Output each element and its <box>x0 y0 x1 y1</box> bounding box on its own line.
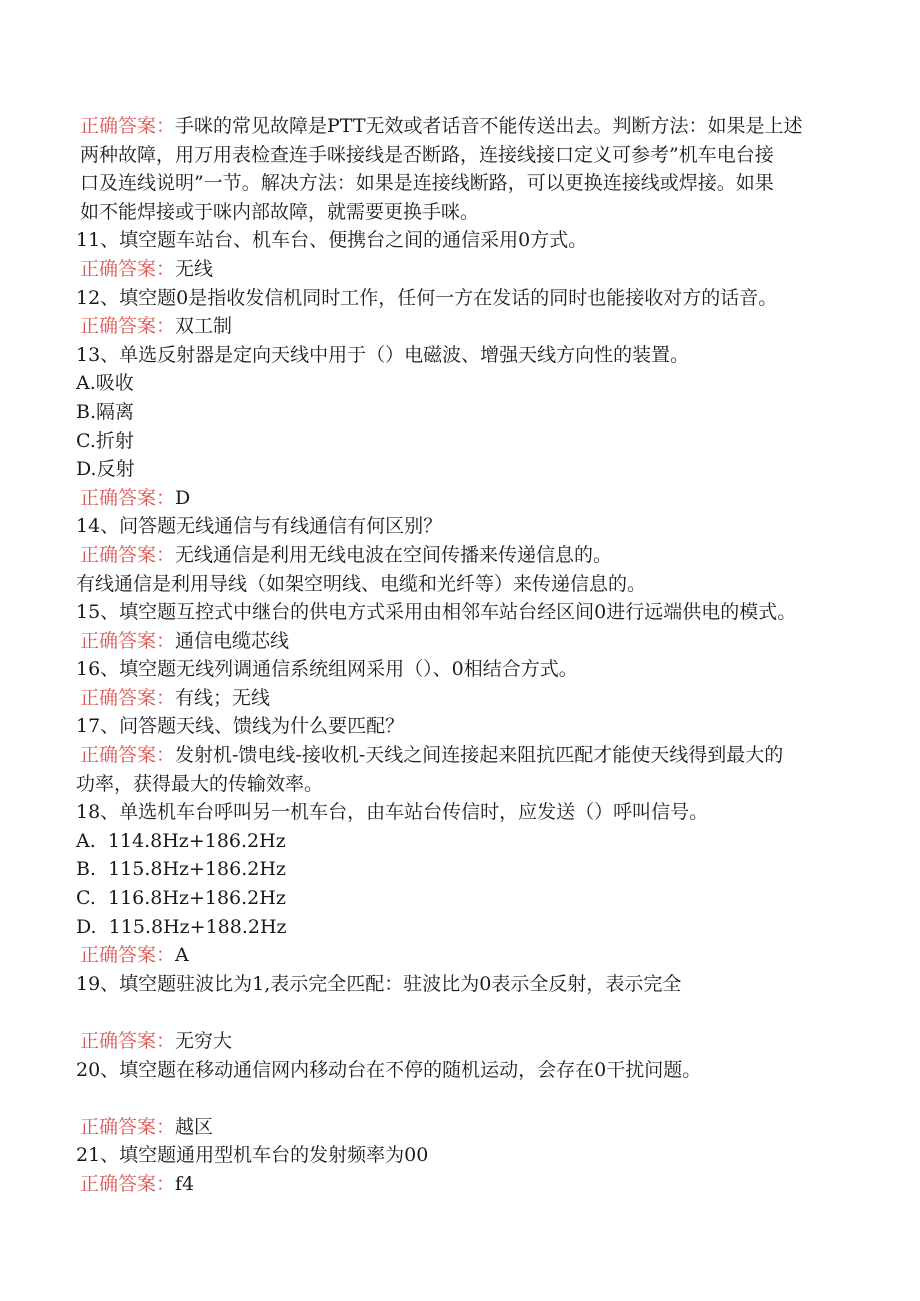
answer-label: 正确答案： <box>80 257 176 280</box>
answer-label: 正确答案： <box>80 1115 176 1138</box>
answer-text: 双工制 <box>175 315 233 338</box>
question-21: 21、填空题通用型机车台的发射频率为00 <box>76 1144 429 1167</box>
option-b: B. 115.8Hz+186.2Hz <box>76 858 286 881</box>
answer-text: 无穷大 <box>175 1030 233 1052</box>
option-a: A. 114.8Hz+186.2Hz <box>76 829 286 852</box>
question-17: 17、问答题天线、馈线为什么要匹配？ <box>76 715 405 738</box>
answer-label: 正确答案： <box>80 543 176 566</box>
option-d: D. 115.8Hz+188.2Hz <box>76 915 287 938</box>
answer-line <box>76 1027 846 1056</box>
option-c: C.折射 <box>76 429 134 452</box>
answer-label: 正确答案： <box>80 744 176 767</box>
answer-text-line: 口及连线说明”一节。解决方法：如果是连接线断路，可以更换连接线或焊接。如果 <box>80 172 774 195</box>
question-14: 14、问答题无线通信与有线通信有何区别？ <box>76 515 443 538</box>
answer-label: 正确答案： <box>80 686 176 709</box>
answer-line <box>76 684 846 713</box>
answer-text-line: 功率，获得最大的传输效率。 <box>76 772 324 795</box>
answer-label: 正确答案： <box>80 629 176 652</box>
answer-line <box>76 1113 846 1142</box>
blank-gap <box>76 998 846 1027</box>
answer-label: 正确答案： <box>80 1030 176 1052</box>
answer-label: 正确答案： <box>80 315 176 338</box>
answer-text: 无线 <box>175 257 214 280</box>
document-page <box>76 112 846 1199</box>
answer-line <box>76 1170 846 1199</box>
answer-text: f4 <box>175 1172 195 1195</box>
answer-label: 正确答案： <box>80 115 176 137</box>
question-15: 15、填空题互控式中继台的供电方式采用由相邻车站台经区间0进行远端供电的模式。 <box>76 601 797 624</box>
answer-line <box>76 941 846 970</box>
answer-line <box>76 255 846 284</box>
option-b: B.隔离 <box>76 400 135 423</box>
answer-text: 手咪的常见故障是PTT无效或者话音不能传送出去。判断方法：如果是上述 <box>175 115 803 137</box>
question-16: 16、填空题无线列调通信系统组网采用（）、0相结合方式。 <box>76 658 578 681</box>
answer-line <box>76 541 846 570</box>
answer-line <box>76 627 846 656</box>
answer-text: 无线通信是利用无线电波在空间传播来传递信息的。 <box>175 543 613 566</box>
answer-line <box>76 484 846 513</box>
answer-text: D <box>175 486 191 509</box>
question-13: 13、单选反射器是定向天线中用于（）电磁波、增强天线方向性的装置。 <box>76 343 690 366</box>
answer-line <box>76 741 846 770</box>
question-20: 20、填空题在移动通信网内移动台在不停的随机运动，会存在0干扰问题。 <box>76 1058 702 1081</box>
blank-gap <box>76 1084 846 1113</box>
answer-line <box>76 112 846 141</box>
answer-line <box>76 312 846 341</box>
question-19: 19、填空题驻波比为1,表示完全匹配：驻波比为0表示全反射，表示完全 <box>76 972 682 995</box>
answer-text-line: 如不能焊接或于咪内部故障，就需要更换手咪。 <box>80 200 480 223</box>
option-d: D.反射 <box>76 458 135 481</box>
question-12: 12、填空题0是指收发信机同时工作，任何一方在发话的同时也能接收对方的话音。 <box>76 286 778 309</box>
answer-text-line: 两种故障，用万用表检查连手咪接线是否断路，连接线接口定义可参考”机车电台接 <box>80 143 774 166</box>
question-11: 11、填空题车站台、机车台、便携台之间的通信采用0方式。 <box>76 229 588 252</box>
answer-label: 正确答案： <box>80 1172 176 1195</box>
answer-text: A <box>175 944 189 967</box>
answer-text-line: 有线通信是利用导线（如架空明线、电缆和光纤等）来传递信息的。 <box>76 572 647 595</box>
answer-text: 通信电缆芯线 <box>175 629 290 652</box>
option-c: C. 116.8Hz+186.2Hz <box>76 887 286 910</box>
question-18: 18、单选机车台呼叫另一机车台，由车站台传信时，应发送（）呼叫信号。 <box>76 801 709 824</box>
option-a: A.吸收 <box>76 372 134 395</box>
answer-text: 有线；无线 <box>175 686 271 709</box>
answer-label: 正确答案： <box>80 944 176 967</box>
answer-text: 发射机-馈电线-接收机-天线之间连接起来阻抗匹配才能使天线得到最大的 <box>175 744 784 767</box>
answer-label: 正确答案： <box>80 486 176 509</box>
answer-text: 越区 <box>175 1115 214 1138</box>
